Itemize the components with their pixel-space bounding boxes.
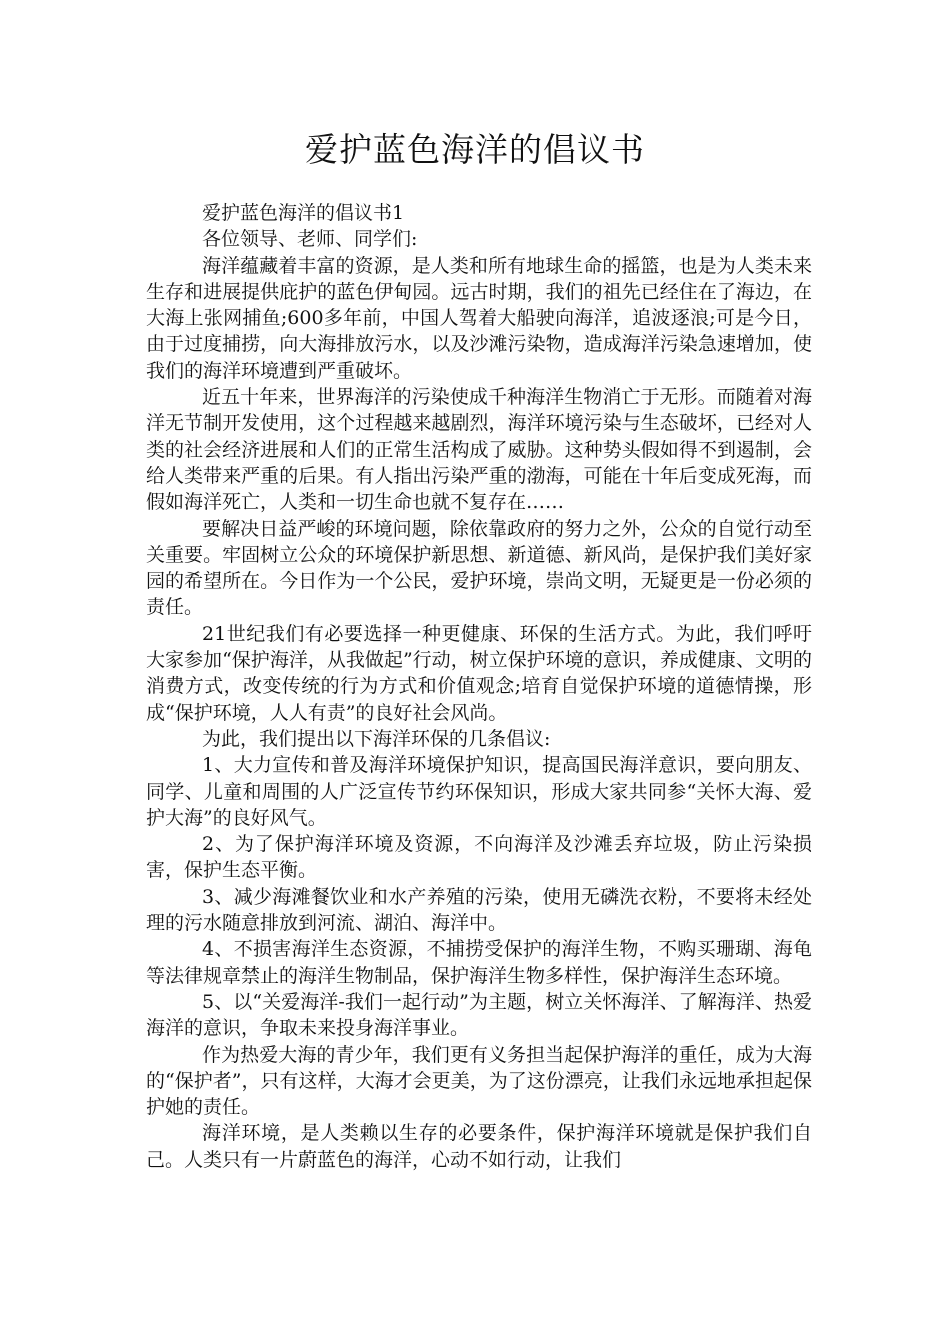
paragraph-public-action: 要解决日益严峻的环境问题，除依靠政府的努力之外，公众的自觉行动至关重要。牢固树立公众的环境保护新思想、新道德、新风尚，是保护我们美好家园的希望所在。今日作为一个公民，爱护环境，崇尚文明，无疑更是一份必须的责任。	[146, 517, 812, 619]
paragraph-intro: 海洋蕴藏着丰富的资源，是人类和所有地球生命的摇篮，也是为人类未来生存和进展提供庇护的蓝色伊甸园。远古时期，我们的祖先已经住在了海边，在大海上张网捕鱼;600多年前，中国人驾着大船驶向海洋，追波逐浪;可是今日，由于过度捕捞，向大海排放污水，以及沙滩污染物，造成海洋污染急速增加，使我们的海洋环境遭到严重破坏。	[146, 254, 812, 382]
document-title: 爱护蓝色海洋的倡议书	[305, 130, 645, 169]
proposal-item-1: 1、大力宣传和普及海洋环境保护知识，提高国民海洋意识，要向朋友、同学、儿童和周围的人广泛宣传节约环保知识，形成大家共同参“关怀大海、爱护大海”的良好风气。	[146, 754, 812, 829]
proposal-item-3: 3、减少海滩餐饮业和水产养殖的污染，使用无磷洗衣粉，不要将未经处理的污水随意排放到河流、湖泊、海洋中。	[146, 885, 812, 935]
paragraph-lifestyle: 21世纪我们有必要选择一种更健康、环保的生活方式。为此，我们呼吁大家参加“保护海洋，从我做起”行动，树立保护环境的意识，养成健康、文明的消费方式，改变传统的行为方式和价值观念;培育自觉保护环境的道德情操，形成“保护环境，人人有责”的良好社会风尚。	[146, 622, 812, 724]
proposal-item-5: 5、以“关爱海洋-我们一起行动”为主题，树立关怀海洋、了解海洋、热爱海洋的意识，争取未来投身海洋事业。	[146, 990, 812, 1040]
paragraph-proposals-intro: 为此，我们提出以下海洋环保的几条倡议:	[202, 727, 551, 750]
page-bottom-margin	[0, 1222, 950, 1344]
paragraph-pollution: 近五十年来，世界海洋的污染使成千种海洋生物消亡于无形。而随着对海洋无节制开发使用，这个过程越来越剧烈，海洋环境污染与生态破坏，已经对人类的社会经济进展和人们的正常生活构成了威胁。这种势头假如得不到遏制，会给人类带来严重的后果。有人指出污染严重的渤海，可能在十年后变成死海，而假如海洋死亡，人类和一切生命也就不复存在……	[146, 386, 812, 514]
proposal-item-4: 4、不损害海洋生态资源，不捕捞受保护的海洋生物，不购买珊瑚、海龟等法律规章禁止的海洋生物制品，保护海洋生物多样性，保护海洋生态环境。	[146, 938, 812, 987]
proposal-item-2: 2、为了保护海洋环境及资源，不向海洋及沙滩丢弃垃圾，防止污染损害，保护生态平衡。	[146, 833, 812, 882]
section-heading: 爱护蓝色海洋的倡议书1	[202, 202, 405, 224]
document-body	[146, 200, 812, 1173]
paragraph-youth: 作为热爱大海的青少年，我们更有义务担当起保护海洋的重任，成为大海的“保护者”，只有这样，大海才会更美，为了这份漂亮，让我们永远地承担起保护她的责任。	[146, 1043, 812, 1119]
salutation: 各位领导、老师、同学们:	[202, 228, 418, 251]
paragraph-closing: 海洋环境，是人类赖以生存的必要条件，保护海洋环境就是保护我们自己。人类只有一片蔚蓝色的海洋，心动不如行动，让我们	[146, 1122, 812, 1171]
